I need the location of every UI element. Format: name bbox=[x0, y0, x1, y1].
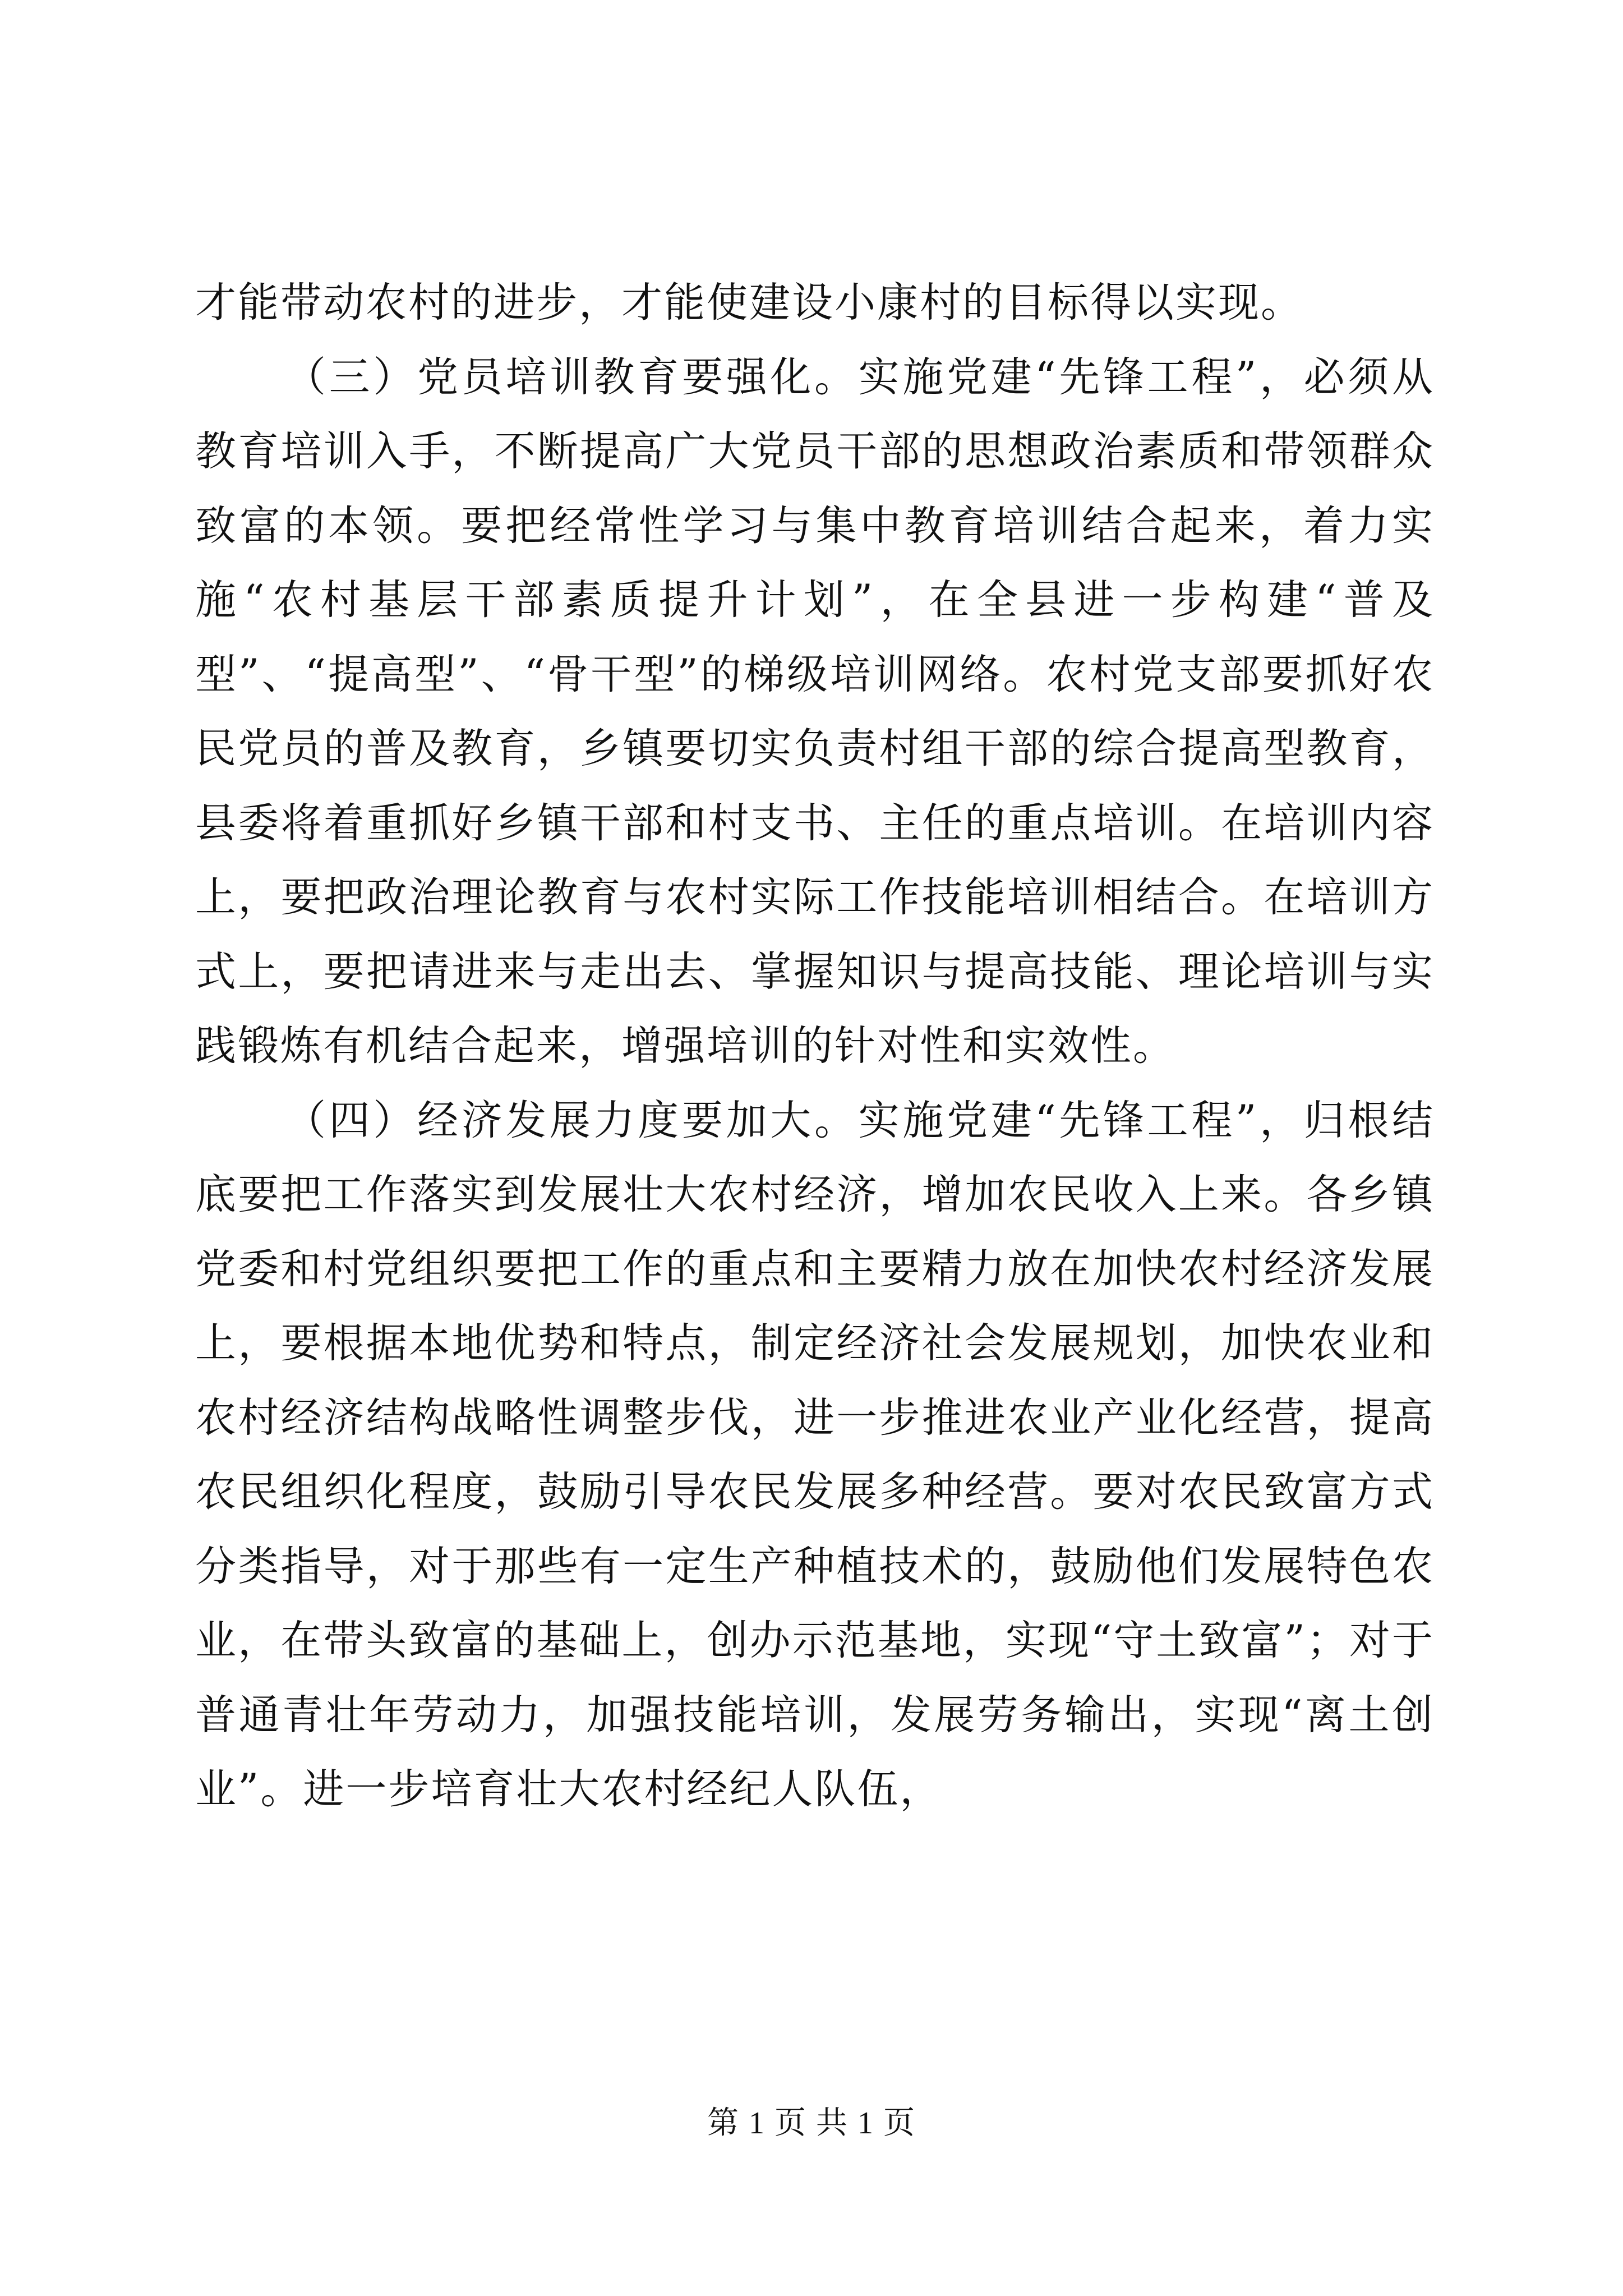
document-body bbox=[195, 266, 1435, 1827]
page-number-footer: 第 1 页 共 1 页 bbox=[707, 2106, 916, 2141]
paragraph-section-four: （四）经济发展力度要加大。实施党建“先锋工程”，归根结底要把工作落实到发展壮大农村经济，增加农民收入上来。各乡镇党委和村党组织要把工作的重点和主要精力放在加快农村经济发展上，要根据本地优势和特点，制定经济社会发展规划，加快农业和农村经济结构战略性调整步伐，进一步推进农业产业化经营，提高农民组织化程度，鼓励引导农民发展多种经营。要对农民致富方式分类指导，对于那些有一定生产种植技术的，鼓励他们发展特色农业，在带头致富的基础上，创办示范基地，实现“守土致富”；对于普通青壮年劳动力，加强技能培训，发展劳务输出，实现“离土创业”。进一步培育壮大农村经纪人队伍， bbox=[195, 1096, 1435, 1813]
paragraph-continuation: 才能带动农村的进步，才能使建设小康村的目标得以实现。 bbox=[195, 279, 1303, 326]
paragraph-section-three: （三）党员培训教育要强化。实施党建“先锋工程”，必须从教育培训入手，不断提高广大党员干部的思想政治素质和带领群众致富的本领。要把经常性学习与集中教育培训结合起来，着力实施“农村基层干部素质提升计划”，在全县进一步构建“普及型”、“提高型”、“骨干型”的梯级培训网络。农村党支部要抓好农民党员的普及教育，乡镇要切实负责村组干部的综合提高型教育，县委将着重抓好乡镇干部和村支书、主任的重点培训。在培训内容上，要把政治理论教育与农村实际工作技能培训相结合。在培训方式上，要把请进来与走出去、掌握知识与提高技能、理论培训与实践锻炼有机结合起来，增强培训的针对性和实效性。 bbox=[195, 353, 1435, 1070]
